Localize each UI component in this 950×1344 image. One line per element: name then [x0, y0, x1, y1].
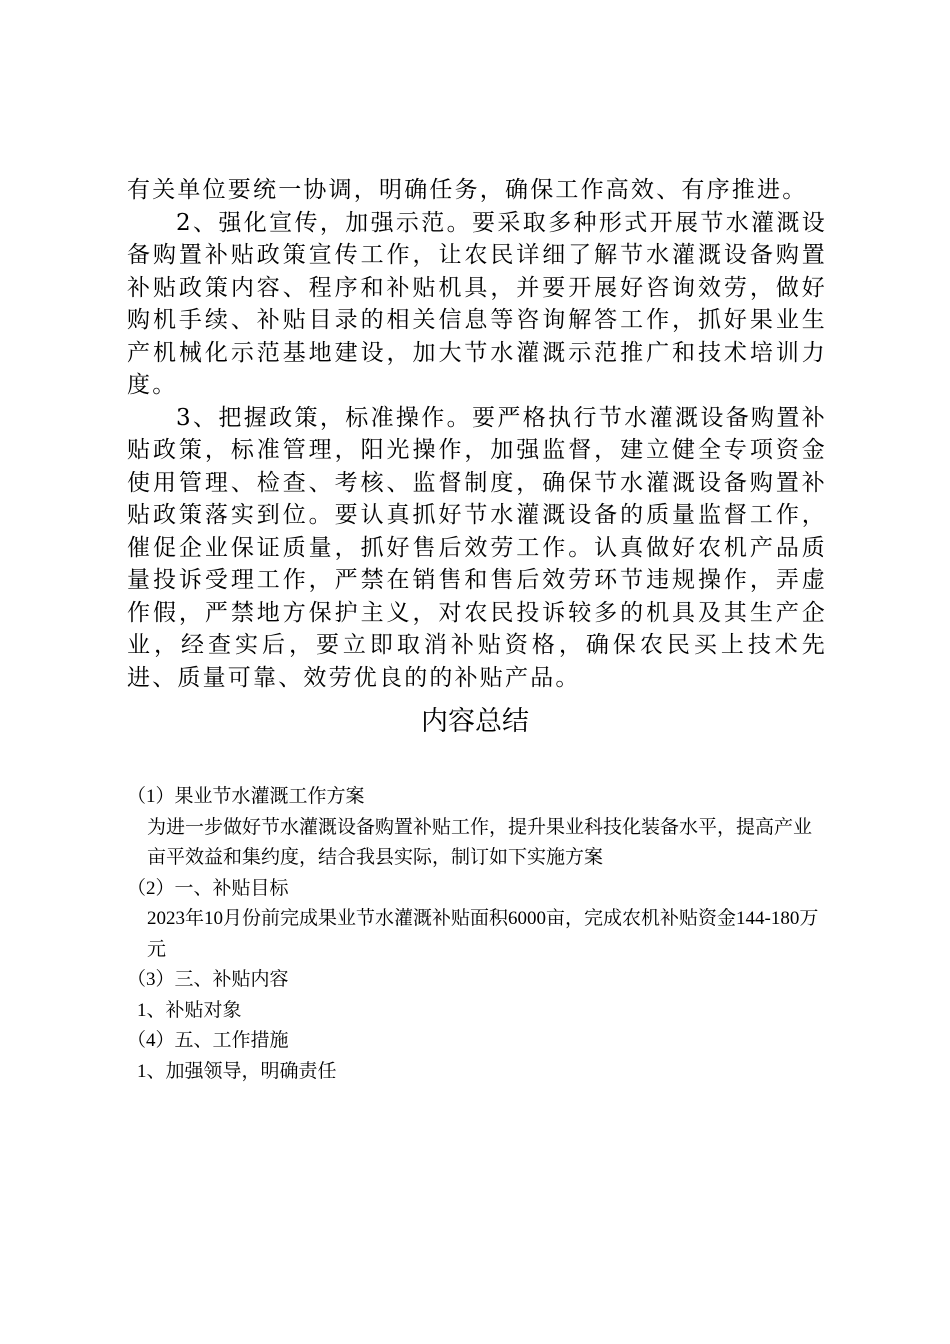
paragraph-continuation: 有关单位要统一协调，明确任务，确保工作高效、有序推进。 [127, 177, 808, 203]
summary-line: （3）三、补贴内容 [127, 969, 289, 990]
summary-line: 为进一步做好节水灌溉设备购置补贴工作，提升果业科技化装备水平，提高产业亩平效益和集约度，结合我县实际，制订如下实施方案 [147, 816, 813, 868]
summary-line: 1、加强领导，明确责任 [137, 1060, 337, 1082]
body-text [127, 174, 827, 694]
summary-section [127, 782, 827, 1087]
paragraph-publicity: 2、强化宣传，加强示范。要采取多种形式开展节水灌溉设备购置补贴政策宣传工作，让农民详细了解节水灌溉设备购置补贴政策内容、程序和补贴机具，并要开展好咨询效劳，做好购机手续、补贴目录的相关信息等咨询解答工作，抓好果业生产机械化示范基地建设，加大节水灌溉示范推广和技术培训力度。 [127, 209, 827, 398]
summary-line: （1）果业节水灌溉工作方案 [127, 786, 365, 807]
summary-line: 1、补贴对象 [137, 999, 242, 1021]
summary-line: （2）一、补贴目标 [127, 877, 289, 899]
summary-title: 内容总结 [421, 706, 529, 737]
paragraph-policy: 3、把握政策，标准操作。要严格执行节水灌溉设备购置补贴政策，标准管理，阳光操作，加强监督，建立健全专项资金使用管理、检查、考核、监督制度，确保节水灌溉设备购置补贴政策落实到位。要认真抓好节水灌溉设备的质量监督工作，催促企业保证质量，抓好售后效劳工作。认真做好农机产品质量投诉受理工作，严禁在销售和售后效劳环节违规操作，弄虚作假，严禁地方保护主义，对农民投诉较多的机具及其生产企业，经查实后，要立即取消补贴资格，确保农民买上技术先进、质量可靠、效劳优良的的补贴产品。 [127, 404, 827, 691]
summary-line: 2023年10月份前完成果业节水灌溉补贴面积6000亩，完成农机补贴资金144-180万元 [147, 908, 819, 960]
summary-line: （4）五、工作措施 [127, 1030, 289, 1051]
